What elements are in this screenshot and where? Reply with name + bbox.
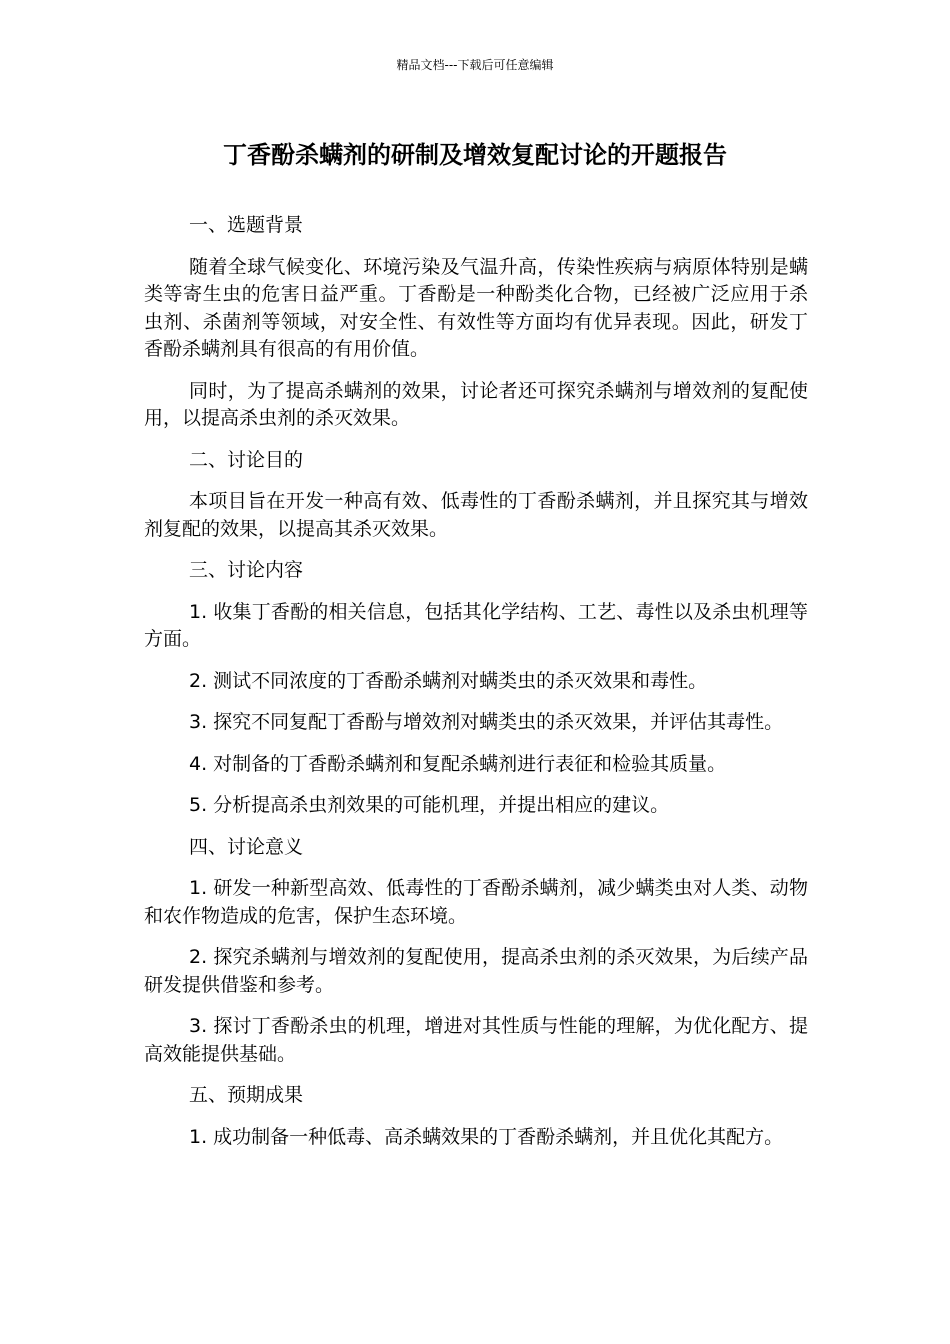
paragraph-purpose: 本项目旨在开发一种高有效、低毒性的丁香酚杀螨剂，并且探究其与增效剂复配的效果，以提高其杀灭效果。 (144, 490, 808, 540)
list-item-significance-1: 1. 研发一种新型高效、低毒性的丁香酚杀螨剂，减少螨类虫对人类、动物和农作物造成的危害，保护生态环境。 (144, 877, 808, 927)
section-heading-background: 一、选题背景 (189, 214, 304, 236)
list-item-content-3: 3. 探究不同复配丁香酚与增效剂对螨类虫的杀灭效果，并评估其毒性。 (189, 711, 784, 733)
list-item-content-2: 2. 测试不同浓度的丁香酚杀螨剂对螨类虫的杀灭效果和毒性。 (189, 669, 708, 692)
list-item-content-5: 5. 分析提高杀虫剂效果的可能机理，并提出相应的建议。 (189, 794, 670, 816)
section-heading-significance: 四、讨论意义 (189, 835, 304, 858)
list-item-content-1: 1. 收集丁香酚的相关信息，包括其化学结构、工艺、毒性以及杀虫机理等方面。 (144, 600, 808, 650)
document-title: 丁香酚杀螨剂的研制及增效复配讨论的开题报告 (223, 141, 727, 169)
paragraph-background-1: 随着全球气候变化、环境污染及气温升高，传染性疾病与病原体特别是螨类等寄生虫的危害日益严重。丁香酚是一种酚类化合物，已经被广泛应用于杀虫剂、杀菌剂等领域，对安全性、有效性等方面均有优异表现。因此，研发丁香酚杀螨剂具有很高的有用价值。 (144, 255, 808, 360)
section-heading-content: 三、讨论内容 (189, 559, 304, 581)
list-item-content-4: 4. 对制备的丁香酚杀螨剂和复配杀螨剂进行表征和检验其质量。 (189, 752, 727, 775)
document-body (144, 212, 808, 1165)
list-item-significance-2: 2. 探究杀螨剂与增效剂的复配使用，提高杀虫剂的杀灭效果，为后续产品研发提供借鉴和参考。 (144, 946, 808, 996)
list-item-significance-3: 3. 探讨丁香酚杀虫的机理，增进对其性质与性能的理解，为优化配方、提高效能提供基础。 (144, 1015, 808, 1065)
section-heading-expected-results: 五、预期成果 (189, 1084, 304, 1106)
paragraph-background-2: 同时，为了提高杀螨剂的效果，讨论者还可探究杀螨剂与增效剂的复配使用，以提高杀虫剂的杀灭效果。 (144, 379, 808, 429)
section-heading-purpose: 二、讨论目的 (189, 448, 304, 471)
list-item-expected-results-1: 1. 成功制备一种低毒、高杀螨效果的丁香酚杀螨剂，并且优化其配方。 (189, 1125, 784, 1148)
page-header-note: 精品文档---下载后可任意编辑 (396, 58, 554, 72)
